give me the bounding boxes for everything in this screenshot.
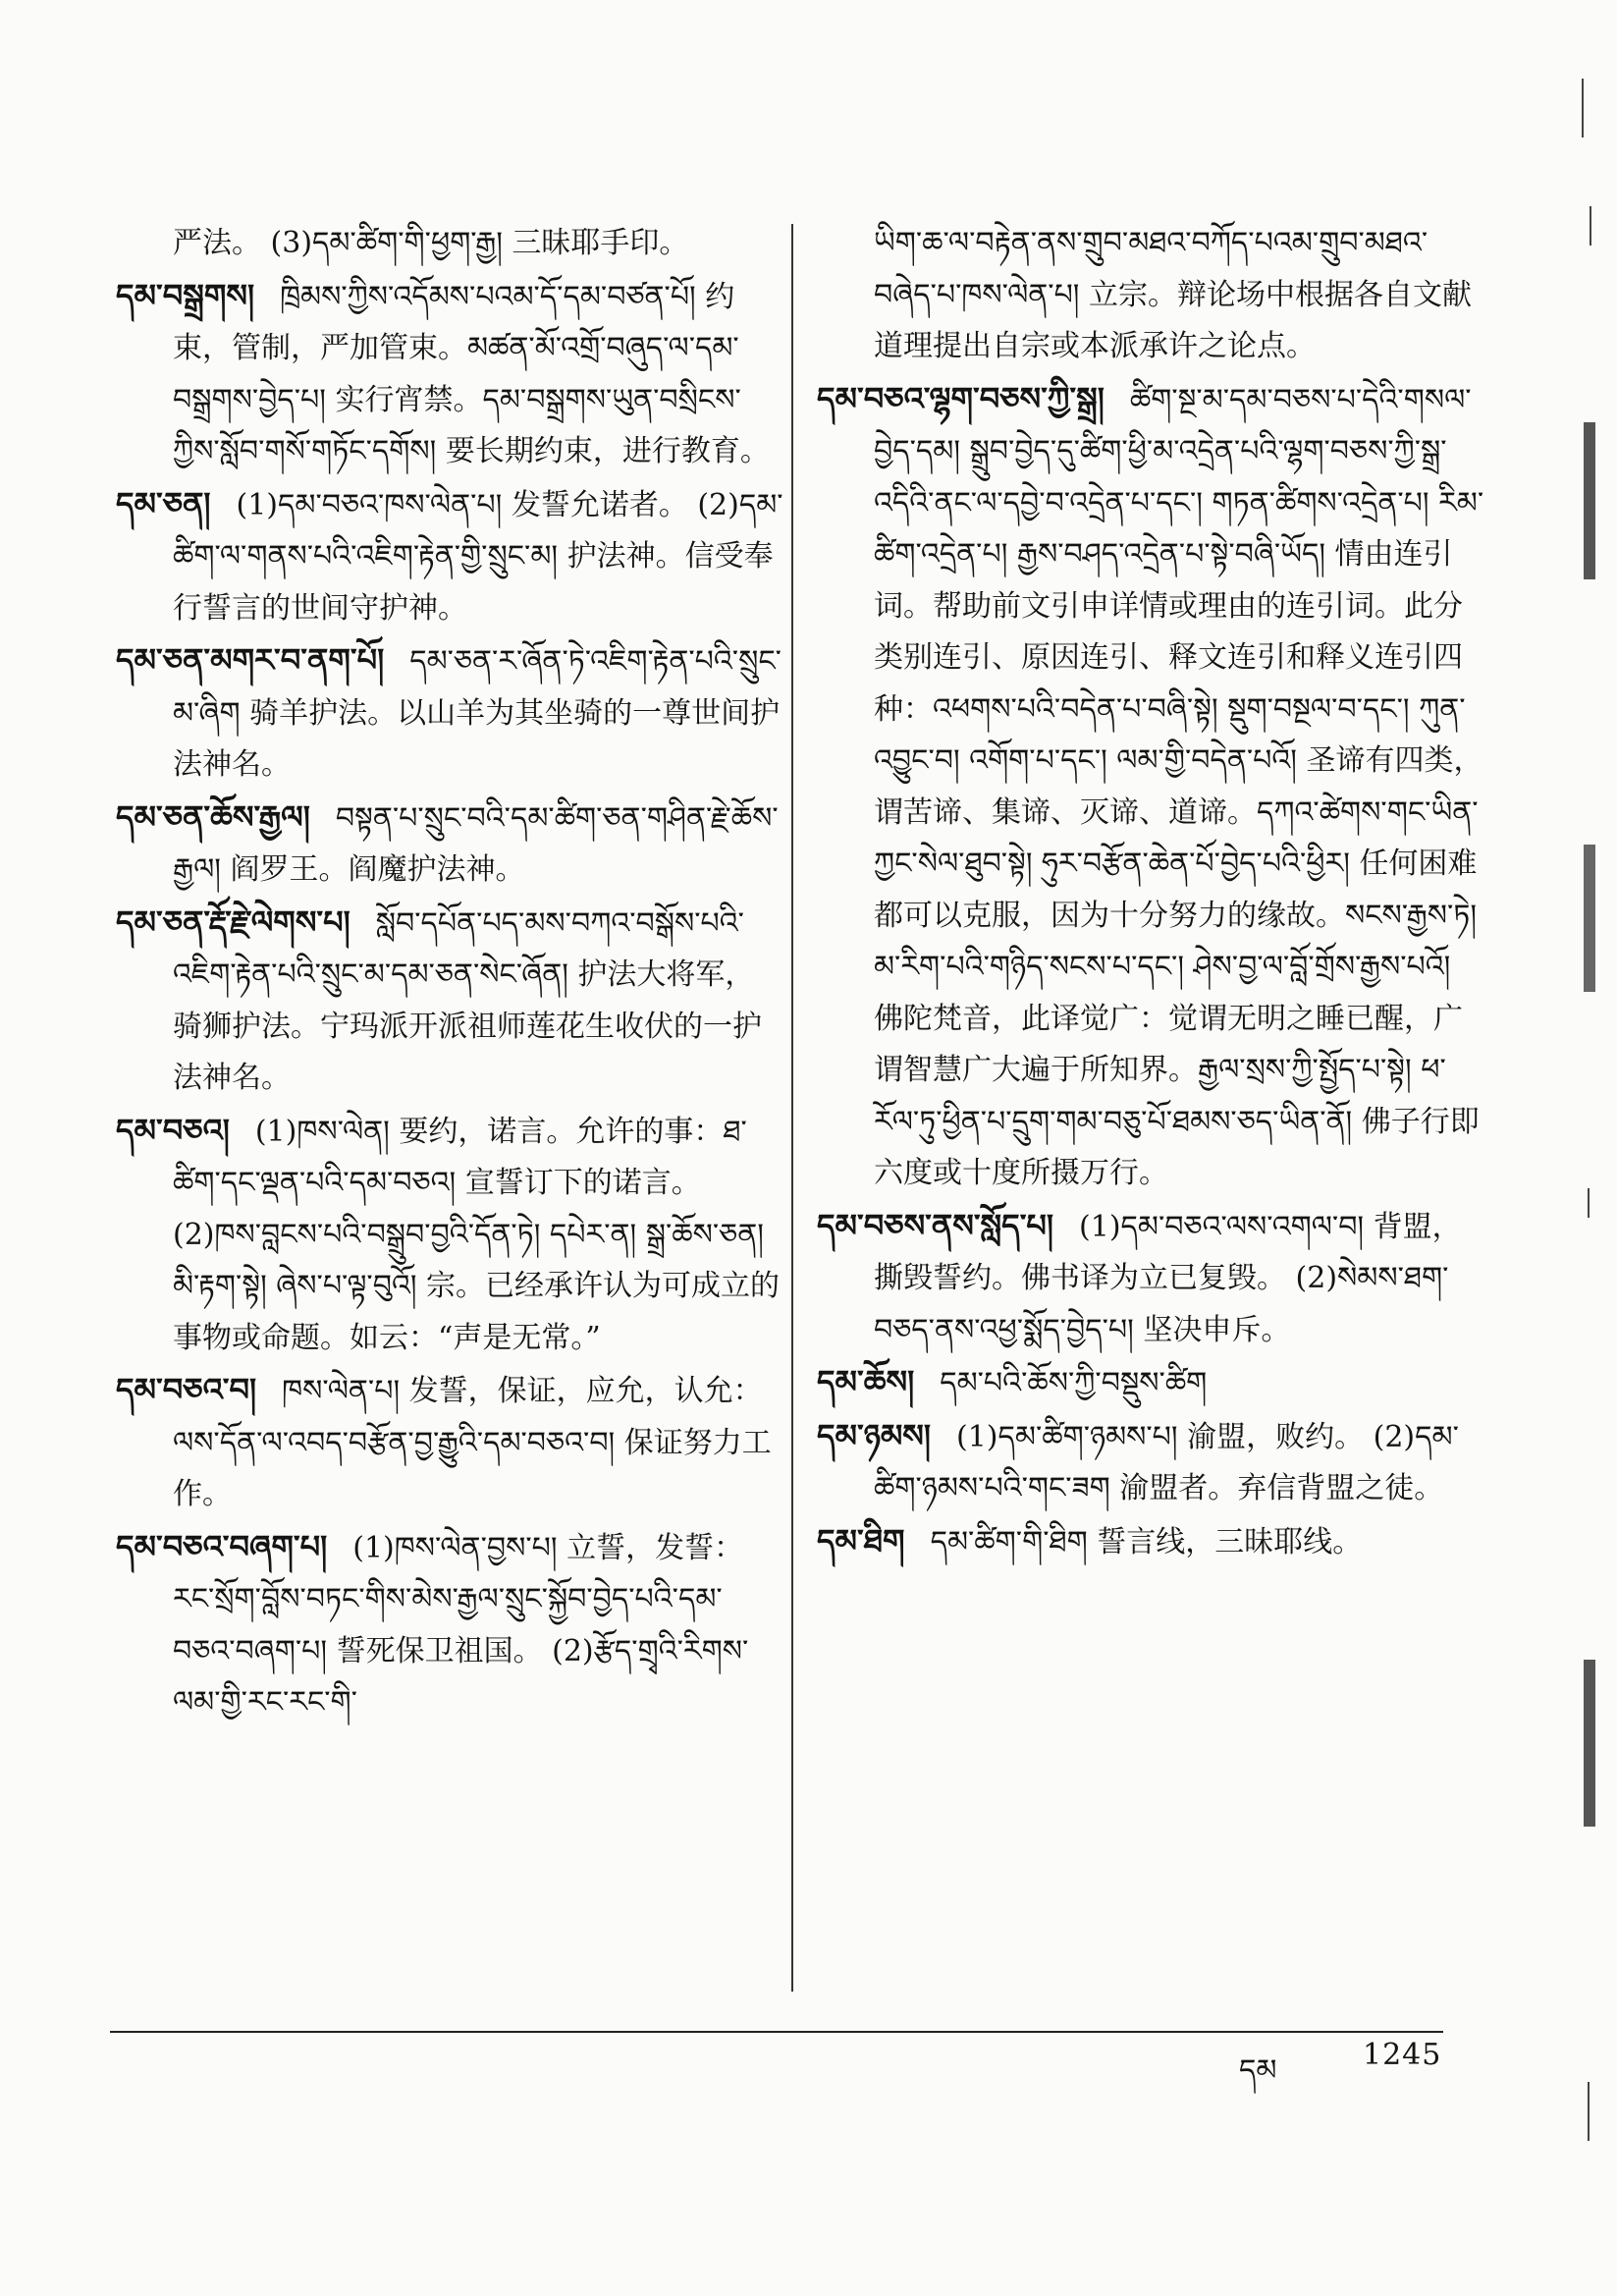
entry-definition: དམ་ཅན་ར་ཞོན་ཏེ་འཇིག་རྟེན་པའི་སྲུང་མ་ཞིག 骑羊护法。以山羊为其坐骑的一尊世间护法神名。	[173, 644, 782, 782]
entry-headword: དམ་ཆོས།	[817, 1363, 915, 1400]
dictionary-entry	[116, 634, 783, 792]
entry-definition: (1)དམ་བཅའ་ཁས་ལེན་པ། 发誓允诺者。 (2)དམ་ཚིག་ལ་གནས་པའི་འཇིག་རྟེན་གྱི་སྲུང་མ། 护法神。信受奉行誓言的世间守护神。	[173, 487, 783, 626]
entry-definition: ཡིག་ཆ་ལ་བརྟེན་ནས་གྲུབ་མཐའ་བཀོད་པའམ་གྲུབ་མཐའ་བཞེད་པ་ཁས་ལེན་པ། 立宗。辩论场中根据各自文献道理提出自宗或本派承许之论点。	[874, 226, 1472, 363]
column-divider	[791, 224, 793, 1992]
entry-headword: དམ་བཅའ་བ།	[116, 1371, 257, 1408]
entry-definition: བསྟན་པ་སྲུང་བའི་དམ་ཚིག་ཅན་གཤིན་རྗེ་ཆོས་རྒྱལ། 阎罗王。阎魔护法神。	[173, 800, 779, 887]
entry-definition: ཁྲིམས་ཀྱིས་འདོམས་པའམ་དོ་དམ་བཙན་པོ། 约束，管制，严加管束。མཚན་མོ་འགྲོ་བཞུད་ལ་དམ་བསྒྲགས་བྱེད་པ། 实行宵禁。དམ་བསྒྲགས་ཡུན་བསྲིངས་ཀྱིས་སློབ་གསོ་གཏོང་དགོས། 要长期约束，进行教育。	[173, 279, 770, 468]
entry-definition: སློབ་དཔོན་པད་མས་བཀའ་བསྒོས་པའི་འཇིག་རྟེན་པའི་སྲུང་མ་དམ་ཅན་སེང་ཞོན། 护法大将军，骑狮护法。宁玛派开派祖师莲花生收伏的一护法神名。	[173, 905, 762, 1095]
entry-definition: 严法。 (3)དམ་ཚིག་གི་ཕྱག་རྒྱ། 三昧耶手印。	[173, 226, 689, 260]
dictionary-entry	[817, 1515, 1484, 1569]
running-headword: དམ	[1239, 2053, 1277, 2088]
dictionary-entry	[116, 897, 783, 1105]
dictionary-entry	[817, 1356, 1484, 1410]
entry-headword: དམ་བཅས་ནས་སློད་པ།	[817, 1206, 1054, 1244]
dictionary-entry	[817, 1200, 1484, 1357]
entry-headword: དམ་ཉམས།	[817, 1416, 932, 1454]
dictionary-entry	[817, 373, 1484, 1200]
entry-definition: ཚིག་སྔ་མ་དམ་བཅས་པ་དེའི་གསལ་བྱེད་དམ། སྒྲུབ་བྱེད་དུ་ཚིག་ཕྱི་མ་འདྲེན་པའི་ལྷག་བཅས་ཀྱི་སྒྲ་འདིའི་ནང་ལ་དབྱེ་བ་འདྲེན་པ་དང་། གཏན་ཚིགས་འདྲེན་པ། རིམ་ཚིག་འདྲེན་པ། རྒྱས་བཤད་འདྲེན་པ་སྟེ་བཞི་ཡོད། 情由连引词。帮助前文引申详情或理由的连引词。此分类别连引、原因连引、释文连引和释义连引四种：འཕགས་པའི་བདེན་པ་བཞི་སྟེ། སྡུག་བསྔལ་བ་དང་། ཀུན་འབྱུང་བ། འགོག་པ་དང་། ལམ་གྱི་བདེན་པའོ། 圣谛有四类，谓苦谛、集谛、灭谛、道谛。དཀའ་ཚེགས་གང་ཡིན་ཀྱང་སེལ་ཐུབ་སྟེ། ཧུར་བརྩོན་ཆེན་པོ་བྱེད་པའི་ཕྱིར། 任何困难都可以克服，因为十分努力的缘故。སངས་རྒྱས་ཏེ། མ་རིག་པའི་གཉིད་སངས་པ་དང་། ཤེས་བྱ་ལ་བློ་གྲོས་རྒྱས་པའོ། 佛陀梵音，此译觉广：觉谓无明之睡已醒，广谓智慧广大遍于所知界。རྒྱལ་སྲས་ཀྱི་སྤྱོད་པ་སྟེ། ཕ་རོལ་ཏུ་ཕྱིན་པ་དྲུག་གམ་བཅུ་པོ་ཐམས་ཅད་ཡིན་ནོ། 佛子行即六度或十度所摄万行。	[874, 382, 1484, 1190]
dictionary-entry	[116, 478, 783, 635]
dictionary-entry	[116, 1105, 783, 1365]
entry-definition: (1)དམ་ཚིག་ཉམས་པ། 渝盟，败约。 (2)དམ་ཚིག་ཉམས་པའི་གང་ཟག 渝盟者。弃信背盟之徒。	[874, 1419, 1459, 1505]
entry-definition: དམ་ཚིག་གི་ཐིག 誓言线，三昧耶线。	[930, 1524, 1363, 1559]
entry-definition: (1)དམ་བཅའ་ལས་འགལ་བ། 背盟，撕毁誓约。佛书译为立已复毁。 (2)སེམས་ཐག་བཅད་ནས་འཕྱ་སྨོད་བྱེད་པ། 坚决申斥。	[874, 1209, 1462, 1347]
dictionary-entry	[817, 1410, 1484, 1515]
entry-definition: དམ་པའི་ཆོས་ཀྱི་བསྡུས་ཚིག	[940, 1366, 1208, 1400]
entry-headword: དམ་ཅན།	[116, 484, 211, 522]
entry-headword: དམ་ཅན་ཆོས་རྒྱལ།	[116, 797, 310, 836]
entry-headword: དམ་བསྒྲགས།	[116, 276, 255, 314]
page-number: 1245	[1363, 2038, 1442, 2072]
entry-definition: (1)ཁས་ལེན། 要约，诺言。允许的事：ཐ་ཚིག་དང་ལྡན་པའི་དམ་བཅའ། 宣誓订下的诺言。 (2)ཁས་བླངས་པའི་བསྒྲུབ་བྱའི་དོན་ཏེ། དཔེར་ན། སྒྲ་ཆོས་ཅན། མི་རྟག་སྟེ། ཞེས་པ་ལྟ་བུའོ། 宗。已经承许认为可成立的事物或命题。如云：“声是无常。”	[173, 1114, 781, 1355]
entry-headword: དམ་ཐིག	[817, 1521, 905, 1559]
dictionary-entry	[116, 1364, 783, 1521]
left-column	[116, 218, 783, 1729]
entry-continuation	[116, 218, 783, 270]
entry-headword: དམ་ཅན་རྡོ་རྗེ་ལེགས་པ།	[116, 902, 350, 941]
right-column	[817, 218, 1484, 1568]
scan-margin-marks	[1568, 59, 1611, 2219]
footer-rule	[110, 2031, 1443, 2033]
dictionary-entry	[116, 792, 783, 897]
entry-headword: དམ་བཅའ་བཞག་པ།	[116, 1527, 328, 1565]
entry-headword: དམ་ཅན་མགར་བ་ནག་པོ།	[116, 641, 385, 679]
dictionary-entry	[116, 1521, 783, 1729]
entry-definition: ཁས་ལེན་པ། 发誓，保证，应允，认允：ལས་དོན་ལ་འབད་བརྩོན་བྱ་རྒྱུའི་དམ་བཅའ་བ། 保证努力工作。	[173, 1374, 772, 1511]
dictionary-entry	[116, 270, 783, 478]
entry-definition: (1)ཁས་ལེན་བྱས་པ། 立誓，发誓：རང་སྲོག་བློས་བཏང་གིས་མེས་རྒྱལ་སྲུང་སྐྱོབ་བྱེད་པའི་དམ་བཅའ་བཞག་པ། 誓死保卫祖国。 (2)རྩོད་གྲྭའི་རིགས་ལམ་གྱི་རང་རང་གི་	[173, 1530, 749, 1720]
entry-continuation	[817, 218, 1484, 373]
entry-headword: དམ་བཅའ།	[116, 1111, 230, 1149]
entry-headword: དམ་བཅའ་ལྷག་བཅས་ཀྱི་སྒྲ།	[817, 379, 1105, 417]
